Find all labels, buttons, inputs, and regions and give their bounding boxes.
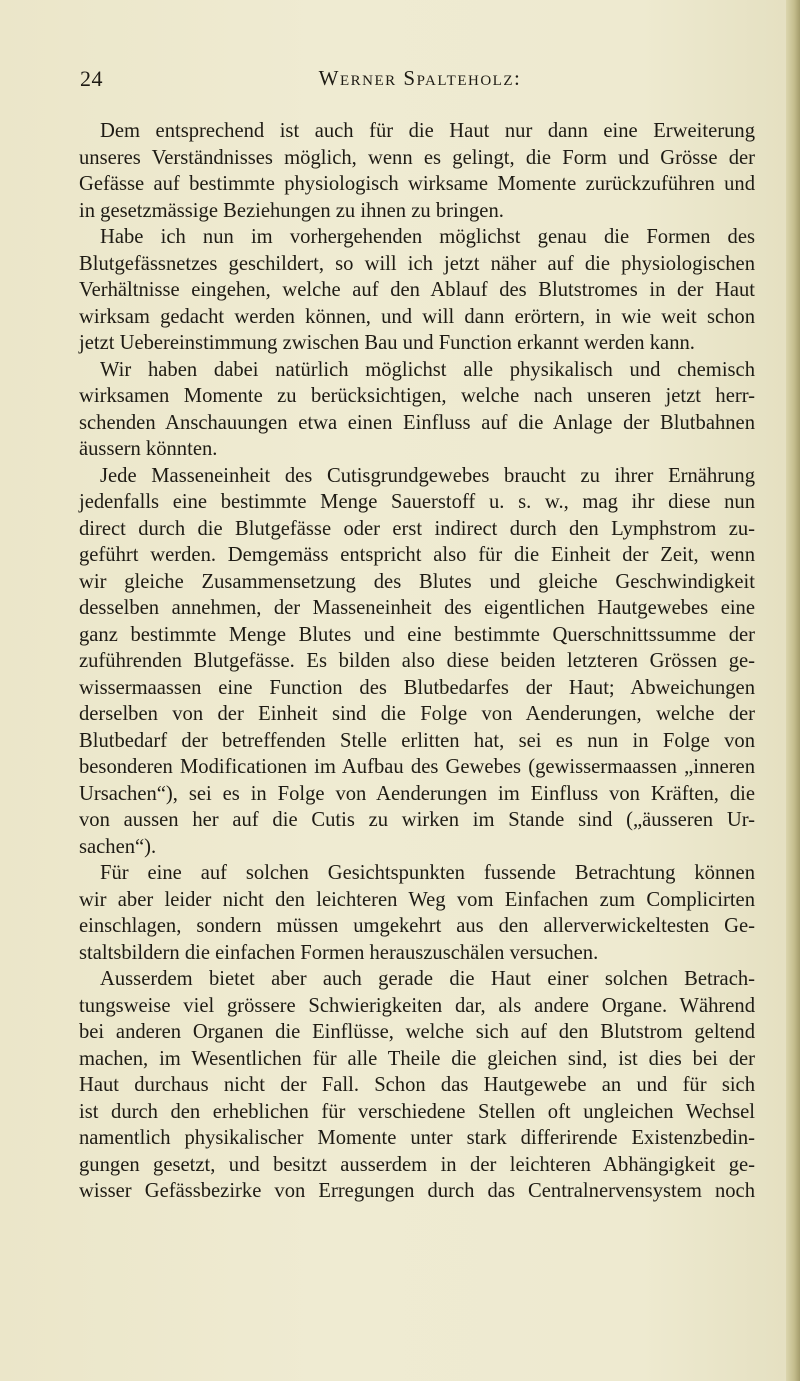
text-line: gungen gesetzt, und besitzt ausserdem in der leichteren Abhängigkeit ge- [79, 1153, 755, 1176]
text-line: wir gleiche Zusammensetzung des Blutes und gleiche Geschwindigkeit [79, 570, 755, 593]
text-line: unseres Verständnisses möglich, wenn es gelingt, die Form und Grösse der [79, 146, 755, 169]
page-edge-shadow [786, 0, 800, 1381]
body-text [79, 118, 755, 1205]
text-line: äussern könnten. [79, 438, 218, 460]
text-line: ganz bestimmte Menge Blutes und eine bestimmte Querschnittssumme der [79, 623, 755, 646]
text-line: Verhältnisse eingehen, welche auf den Ablauf des Blutstromes in der Haut [79, 279, 755, 301]
text-line: Wir haben dabei natürlich möglichst alle physikalisch und chemisch [100, 358, 755, 381]
text-line: einschlagen, sondern müssen umgekehrt aus den allerverwickeltesten Ge- [79, 915, 755, 937]
text-line: bei anderen Organen die Einflüsse, welche sich auf den Blutstrom geltend [79, 1021, 755, 1043]
text-line: derselben von der Einheit sind die Folge von Aenderungen, welche der [79, 703, 755, 725]
text-line: ist durch den erheblichen für verschiedene Stellen oft ungleichen Wechsel [79, 1100, 755, 1123]
text-line: wirksam gedacht werden können, und will dann erörtern, in wie weit schon [79, 305, 755, 328]
text-line: Blutgefässnetzes geschildert, so will ich jetzt näher auf die physiologischen [79, 252, 755, 275]
text-line: Haut durchaus nicht der Fall. Schon das Hautgewebe an und für sich [79, 1074, 755, 1096]
text-line: geführt werden. Demgemäss entspricht also für die Einheit der Zeit, wenn [79, 544, 755, 566]
text-line: wissermaassen eine Function des Blutbedarfes der Haut; Abweichungen [79, 676, 755, 699]
text-line: desselben annehmen, der Masseneinheit des eigentlichen Hautgewebes eine [79, 597, 755, 619]
text-line: schenden Anschauungen etwa einen Einfluss auf die Anlage der Blutbahnen [79, 411, 755, 434]
text-line: sachen“). [79, 835, 157, 858]
text-line: staltsbildern die einfachen Formen herauszuschälen versuchen. [79, 941, 599, 964]
page-header [80, 66, 760, 96]
text-line: in gesetzmässige Beziehungen zu ihnen zu bringen. [79, 199, 504, 222]
text-line: jedenfalls eine bestimmte Menge Sauerstoff u. s. w., mag ihr diese nun [79, 491, 755, 513]
text-line: besonderen Modificationen im Aufbau des Gewebes (gewissermaassen „inneren [79, 756, 755, 778]
text-line: wirksamen Momente zu berücksichtigen, welche nach unseren jetzt herr- [79, 385, 755, 407]
page-number: 24 [80, 66, 103, 91]
text-line: Dem entsprechend ist auch für die Haut nur dann eine Erweiterung [100, 120, 755, 142]
text-line: tungsweise viel grössere Schwierigkeiten dar, als andere Organe. Während [79, 994, 755, 1017]
text-line: Blutbedarf der betreffenden Stelle erlitten hat, sei es nun in Folge von [79, 729, 755, 752]
text-line: wir aber leider nicht den leichteren Weg vom Einfachen zum Complicirten [79, 888, 755, 911]
text-line: namentlich physikalischer Momente unter stark differirende Existenzbedin- [79, 1127, 755, 1149]
running-head: Werner Spalteholz: [318, 66, 522, 90]
text-line: von aussen her auf die Cutis zu wirken im Stande sind („äusseren Ur- [79, 809, 755, 831]
text-line: zuführenden Blutgefässe. Es bilden also diese beiden letzteren Grössen ge- [79, 650, 755, 672]
text-line: Ausserdem bietet aber auch gerade die Haut einer solchen Betrach- [100, 968, 755, 990]
text-line: Habe ich nun im vorhergehenden möglichst genau die Formen des [100, 226, 755, 248]
text-line: Jede Masseneinheit des Cutisgrundgewebes braucht zu ihrer Ernährung [100, 464, 755, 487]
text-line: Gefässe auf bestimmte physiologisch wirksame Momente zurückzuführen und [79, 173, 755, 195]
text-line: wisser Gefässbezirke von Erregungen durch das Centralnervensystem noch [79, 1180, 755, 1202]
text-line: Für eine auf solchen Gesichtspunkten fussende Betrachtung können [100, 862, 755, 884]
text-line: jetzt Uebereinstimmung zwischen Bau und Function erkannt werden kann. [79, 332, 695, 354]
text-line: Ursachen“), sei es in Folge von Aenderungen im Einfluss von Kräften, die [79, 782, 755, 805]
text-line: direct durch die Blutgefässe oder erst indirect durch den Lymphstrom zu- [79, 517, 755, 540]
text-line: machen, im Wesentlichen für alle Theile die gleichen sind, ist dies bei der [79, 1047, 755, 1070]
